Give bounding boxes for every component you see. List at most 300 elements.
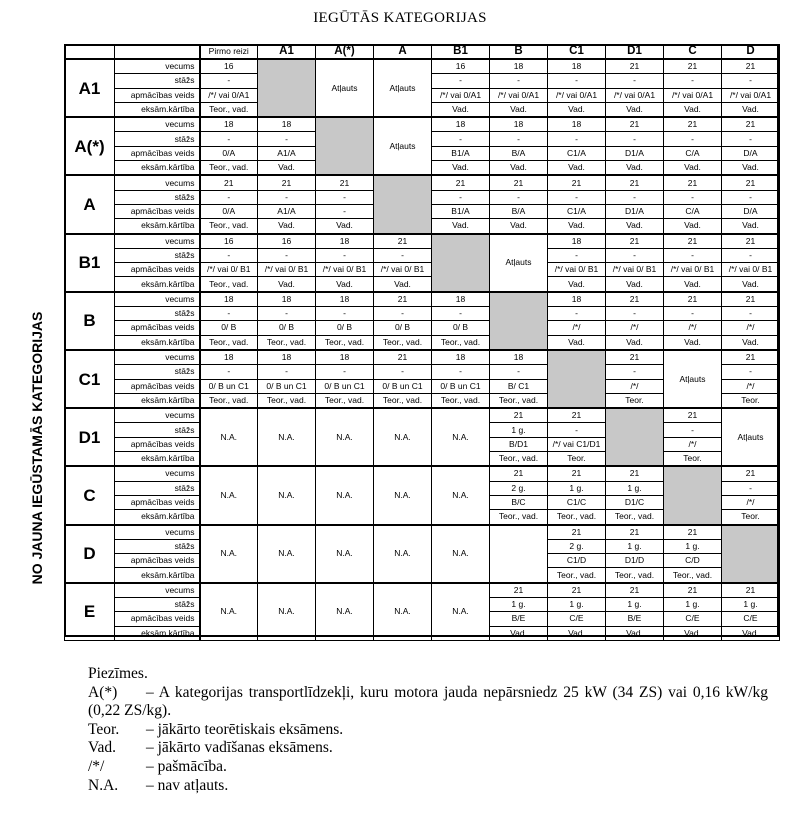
cell-allowed: Atļauts (722, 408, 780, 466)
cell-value: Teor., vad. (200, 335, 258, 350)
row-category: D1 (65, 408, 115, 466)
cell-value: 21 (722, 234, 780, 249)
cell-value: Vad. (664, 161, 722, 176)
cell-value: 1 g. (606, 597, 664, 611)
row-category: C (65, 466, 115, 524)
cell-value: - (432, 365, 490, 379)
cell-value: 18 (258, 292, 316, 307)
row-category: B (65, 292, 115, 350)
cell-value: Vad. (548, 219, 606, 234)
cell-value: 21 (606, 466, 664, 481)
cell-value: B/D1 (490, 437, 548, 451)
cell-value: 18 (432, 292, 490, 307)
cell-value: D1/C (606, 495, 664, 509)
cell-value: - (258, 190, 316, 204)
cell-na: N.A. (316, 583, 374, 641)
cell-value: 16 (200, 234, 258, 249)
cell-value: 21 (548, 175, 606, 190)
cell-value: - (490, 74, 548, 88)
cell-value: Teor., vad. (200, 102, 258, 117)
column-header: Pirmo reizi (200, 45, 258, 60)
cell-value: 21 (606, 59, 664, 74)
cell-value: Vad. (664, 626, 722, 640)
cell-na: N.A. (258, 408, 316, 466)
cell-value: - (548, 248, 606, 262)
row-label: apmācības veids (115, 321, 200, 335)
cell-value: - (664, 307, 722, 321)
cell-value: - (722, 190, 780, 204)
cell-value: - (432, 190, 490, 204)
cell-value: C/E (548, 612, 606, 626)
row-label: apmācības veids (115, 88, 200, 102)
cell-na: N.A. (200, 466, 258, 524)
cell-value: 21 (722, 466, 780, 481)
cell-value: /*/ (664, 437, 722, 451)
cell-value: D1/A (606, 146, 664, 160)
cell-value: 21 (722, 59, 780, 74)
cell-value: - (374, 248, 432, 262)
cell-value: - (490, 365, 548, 379)
cell-value: Teor., vad. (432, 393, 490, 408)
cell-value: 21 (606, 117, 664, 132)
cell-value: D1/D (606, 554, 664, 568)
note-astar-text: – A kategorijas transportlīdzekļi, kuru motora jauda nepārsniedz 25 kW (34 ZS) vai 0,16 kW/kg (0,22 ZS/kg). (88, 683, 768, 720)
cell-value: Teor., vad. (258, 335, 316, 350)
cell-value: 21 (664, 175, 722, 190)
row-label: stāžs (115, 365, 200, 379)
cell-value: B/C (490, 495, 548, 509)
row-label: eksām.kārtība (115, 219, 200, 234)
cell-value: 18 (432, 117, 490, 132)
note-item (88, 739, 768, 758)
column-header: A1 (258, 45, 316, 60)
cell-value: C/D (664, 554, 722, 568)
note-text: – nav atļauts. (146, 776, 229, 794)
cell-na: N.A. (258, 525, 316, 583)
note-text: – pašmācība. (146, 757, 227, 775)
row-label: apmācības veids (115, 612, 200, 626)
row-category: C1 (65, 350, 115, 408)
row-label: stāžs (115, 74, 200, 88)
cell-value: 18 (316, 234, 374, 249)
cell-value: 21 (490, 175, 548, 190)
cell-value: Vad. (316, 219, 374, 234)
cell-value: - (200, 132, 258, 146)
cell-value: 21 (490, 408, 548, 423)
cell-value: - (548, 307, 606, 321)
cell-value: 18 (548, 234, 606, 249)
cell-value: 21 (200, 175, 258, 190)
cell-value: Teor., vad. (200, 219, 258, 234)
cell-value: 21 (722, 117, 780, 132)
cell-value: - (664, 132, 722, 146)
row-label: stāžs (115, 190, 200, 204)
cell-value: Vad. (432, 161, 490, 176)
column-header: C (664, 45, 722, 60)
row-label: stāžs (115, 132, 200, 146)
cell-value: /*/ (722, 321, 780, 335)
cell-value: Vad. (432, 102, 490, 117)
row-label: stāžs (115, 539, 200, 553)
cell-value: - (548, 423, 606, 437)
cell-value: Vad. (606, 335, 664, 350)
cell-value: /*/ vai 0/A1 (432, 88, 490, 102)
cell-value: C1/A (548, 204, 606, 218)
cell-allowed: Atļauts (490, 234, 548, 292)
cell-allowed: Atļauts (316, 59, 374, 117)
cell-value: 21 (722, 292, 780, 307)
cell-value: - (664, 190, 722, 204)
cell-value: 2 g. (548, 539, 606, 553)
cell-value: 21 (606, 525, 664, 540)
cell-value: - (200, 74, 258, 88)
cell-value: /*/ (664, 321, 722, 335)
cell-value: - (722, 74, 780, 88)
cell-value: Teor., vad. (606, 568, 664, 583)
cell-value: Teor., vad. (316, 393, 374, 408)
cell-value: Teor. (548, 452, 606, 467)
cell-value: - (664, 248, 722, 262)
cell-value: Teor., vad. (490, 510, 548, 525)
cell-value: 0/A (200, 146, 258, 160)
cell-value: /*/ vai 0/ B1 (664, 263, 722, 277)
cell-value: - (722, 307, 780, 321)
cell-value: 18 (200, 117, 258, 132)
cell-value: C1/D (548, 554, 606, 568)
cell-value: Teor. (722, 393, 780, 408)
cell-value: - (374, 307, 432, 321)
cell-value: C/E (664, 612, 722, 626)
note-text: – jākārto vadīšanas eksāmens. (146, 739, 333, 757)
row-label: stāžs (115, 597, 200, 611)
cell-value: Vad. (316, 277, 374, 292)
cell-value: Vad. (432, 219, 490, 234)
cell-na: N.A. (200, 583, 258, 641)
cell-value: Vad. (606, 219, 664, 234)
cell-value: 0/ B un C1 (432, 379, 490, 393)
cell-value: Vad. (606, 102, 664, 117)
row-category: E (65, 583, 115, 641)
cell-value: Teor., vad. (432, 335, 490, 350)
cell-value: 1 g. (664, 539, 722, 553)
cell-value: /*/ vai 0/ B1 (722, 263, 780, 277)
row-label: stāžs (115, 307, 200, 321)
cell-value: - (548, 190, 606, 204)
cell-value: Vad. (490, 161, 548, 176)
cell-value: 18 (200, 350, 258, 365)
row-label: stāžs (115, 423, 200, 437)
cell-value: - (606, 365, 664, 379)
cell-value: - (316, 204, 374, 218)
cell-value: Teor., vad. (548, 568, 606, 583)
cell-value: /*/ vai 0/A1 (490, 88, 548, 102)
cell-value: B1/A (432, 204, 490, 218)
row-label: eksām.kārtība (115, 568, 200, 583)
cell-value: 16 (432, 59, 490, 74)
cell-value: 18 (490, 350, 548, 365)
row-label: apmācības veids (115, 495, 200, 509)
cell-value: Vad. (722, 102, 780, 117)
cell-value: Teor., vad. (606, 510, 664, 525)
cell-value: /*/ vai 0/A1 (548, 88, 606, 102)
cell-value: - (316, 248, 374, 262)
cell-value: B/ C1 (490, 379, 548, 393)
cell-allowed: Atļauts (374, 59, 432, 117)
row-label: apmācības veids (115, 379, 200, 393)
note-item (88, 758, 768, 777)
table-frame (64, 44, 779, 637)
row-label: vecums (115, 525, 200, 540)
cell-value: - (432, 132, 490, 146)
row-label: eksām.kārtība (115, 335, 200, 350)
note-astar (88, 684, 768, 721)
note-item (88, 777, 768, 796)
cell-value: - (664, 423, 722, 437)
cell-na: N.A. (374, 408, 432, 466)
cell-value: 18 (548, 292, 606, 307)
cell-value: Vad. (606, 626, 664, 640)
cell-value: - (606, 132, 664, 146)
cell-value: 0/A (200, 204, 258, 218)
note-abbr: N.A. (88, 776, 119, 794)
row-category: A(*) (65, 117, 115, 175)
cell-value: /*/ vai 0/ B1 (316, 263, 374, 277)
cell-value: Teor., vad. (374, 335, 432, 350)
cell-na: N.A. (374, 466, 432, 524)
cell-value: 21 (664, 117, 722, 132)
cell-value: 1 g. (606, 481, 664, 495)
cell-na: N.A. (432, 525, 490, 583)
cell-value: Teor., vad. (490, 452, 548, 467)
cell-value: - (200, 248, 258, 262)
row-label: vecums (115, 292, 200, 307)
cell-value: 2 g. (490, 481, 548, 495)
cell-value: - (200, 307, 258, 321)
cell-value: 21 (606, 234, 664, 249)
cell-value: 1 g. (664, 597, 722, 611)
cell-na: N.A. (432, 466, 490, 524)
cell-value: B1/A (432, 146, 490, 160)
cell-value: 0/ B (432, 321, 490, 335)
row-label: eksām.kārtība (115, 510, 200, 525)
cell-na: N.A. (316, 408, 374, 466)
cell-value: /*/ vai 0/A1 (664, 88, 722, 102)
cell-value: Vad. (548, 102, 606, 117)
cell-value: Teor. (722, 510, 780, 525)
cell-value: /*/ vai C1/D1 (548, 437, 606, 451)
row-label: apmācības veids (115, 204, 200, 218)
cell-value: Teor., vad. (548, 510, 606, 525)
cell-value: /*/ vai 0/ B1 (200, 263, 258, 277)
cell-na: N.A. (316, 466, 374, 524)
row-category: D (65, 525, 115, 583)
cell-value: 21 (722, 583, 780, 598)
cell-value: Vad. (548, 161, 606, 176)
cell-value: C1/A (548, 146, 606, 160)
cell-value: - (606, 190, 664, 204)
cell-value: 0/ B un C1 (316, 379, 374, 393)
cell-value: 21 (548, 583, 606, 598)
cell-value: 21 (606, 175, 664, 190)
cell-value: 21 (606, 583, 664, 598)
cell-value: - (606, 74, 664, 88)
cell-value: Teor., vad. (200, 277, 258, 292)
cell-value: - (722, 248, 780, 262)
cell-value: - (258, 365, 316, 379)
column-header: D (722, 45, 780, 60)
cell-allowed: Atļauts (664, 350, 722, 408)
cell-value: Vad. (606, 277, 664, 292)
row-label: vecums (115, 466, 200, 481)
cell-value: /*/ (722, 495, 780, 509)
cell-value: /*/ vai 0/A1 (200, 88, 258, 102)
cell-na: N.A. (200, 525, 258, 583)
cell-value: 1 g. (722, 597, 780, 611)
cell-value: /*/ (606, 321, 664, 335)
cell-na: N.A. (432, 408, 490, 466)
cell-value: - (432, 307, 490, 321)
cell-value: 0/ B (316, 321, 374, 335)
cell-value: D/A (722, 146, 780, 160)
cell-value: 21 (374, 350, 432, 365)
notes-section (88, 665, 768, 795)
cell-value: C/A (664, 204, 722, 218)
cell-value: 18 (490, 117, 548, 132)
cell-value: - (722, 481, 780, 495)
cell-value: 18 (490, 59, 548, 74)
cell-value: - (606, 307, 664, 321)
cell-value: Vad. (722, 626, 780, 640)
cell-value: 18 (548, 59, 606, 74)
cell-value: 0/ B un C1 (258, 379, 316, 393)
row-category: A (65, 175, 115, 233)
cell-value: /*/ vai 0/ B1 (374, 263, 432, 277)
cell-value: Teor., vad. (316, 335, 374, 350)
cell-na: N.A. (316, 525, 374, 583)
cell-value: /*/ (606, 379, 664, 393)
cell-value: /*/ vai 0/ B1 (548, 263, 606, 277)
cell-value: 0/ B (200, 321, 258, 335)
cell-value: - (200, 190, 258, 204)
cell-value: 0/ B (258, 321, 316, 335)
cell-value: Vad. (374, 277, 432, 292)
cell-value: 21 (316, 175, 374, 190)
column-header: B (490, 45, 548, 60)
cell-value: 0/ B un C1 (200, 379, 258, 393)
column-header: A(*) (316, 45, 374, 60)
cell-value: /*/ vai 0/A1 (722, 88, 780, 102)
cell-value: C1/C (548, 495, 606, 509)
cell-value: Teor., vad. (374, 393, 432, 408)
cell-value: A1/A (258, 146, 316, 160)
cell-value: 21 (258, 175, 316, 190)
cell-value: B/A (490, 146, 548, 160)
cell-value: 18 (258, 117, 316, 132)
column-header: B1 (432, 45, 490, 60)
row-label: apmācības veids (115, 146, 200, 160)
cell-value: C/E (722, 612, 780, 626)
note-abbr: Vad. (88, 739, 116, 757)
row-label: vecums (115, 583, 200, 598)
cell-value: - (664, 74, 722, 88)
cell-value: 21 (664, 408, 722, 423)
column-header: A (374, 45, 432, 60)
row-label: eksām.kārtība (115, 102, 200, 117)
cell-value: 21 (606, 292, 664, 307)
cell-value: 21 (548, 525, 606, 540)
cell-value: Vad. (722, 335, 780, 350)
cell-value: 18 (258, 350, 316, 365)
cell-value: Teor. (606, 393, 664, 408)
cell-value: 1 g. (548, 481, 606, 495)
cell-value: - (548, 74, 606, 88)
note-item (88, 721, 768, 740)
cell-value: 1 g. (490, 597, 548, 611)
cell-value: 21 (548, 408, 606, 423)
cell-value: 21 (490, 466, 548, 481)
cell-value: 16 (258, 234, 316, 249)
cell-value: Vad. (490, 102, 548, 117)
row-label: vecums (115, 59, 200, 74)
row-label: apmācības veids (115, 554, 200, 568)
row-label: vecums (115, 234, 200, 249)
cell-value: 21 (374, 234, 432, 249)
cell-value: Vad. (664, 219, 722, 234)
cell-value: Vad. (548, 626, 606, 640)
cell-na: N.A. (200, 408, 258, 466)
cell-na: N.A. (258, 466, 316, 524)
cell-value: B/A (490, 204, 548, 218)
cell-value: - (722, 365, 780, 379)
cell-value: 21 (548, 466, 606, 481)
row-category: A1 (65, 59, 115, 117)
cell-value: 0/ B un C1 (374, 379, 432, 393)
cell-value: Vad. (490, 626, 548, 640)
cell-value: /*/ vai 0/ B1 (606, 263, 664, 277)
cell-value: 21 (722, 350, 780, 365)
cell-value: - (606, 248, 664, 262)
cell-value: Teor. (664, 452, 722, 467)
cell-value: - (548, 132, 606, 146)
row-category: B1 (65, 234, 115, 292)
cell-value: Vad. (606, 161, 664, 176)
note-abbr: Teor. (88, 720, 120, 738)
row-label: vecums (115, 408, 200, 423)
cell-value: 1 g. (606, 539, 664, 553)
side-axis-label: NO JAUNA IEGŪSTAMĀS KATEGORIJAS (29, 311, 45, 585)
cell-value: B/E (606, 612, 664, 626)
row-label: apmācības veids (115, 263, 200, 277)
cell-value: 21 (664, 583, 722, 598)
cell-value: - (316, 307, 374, 321)
cell-value: - (200, 365, 258, 379)
cell-value: - (374, 365, 432, 379)
cell-value: 21 (722, 175, 780, 190)
cell-value: /*/ (722, 379, 780, 393)
cell-value: - (258, 132, 316, 146)
cell-value: Vad. (722, 277, 780, 292)
cell-value: Vad. (722, 219, 780, 234)
cell-value: 21 (664, 525, 722, 540)
cell-value: - (316, 365, 374, 379)
cell-value: Vad. (258, 277, 316, 292)
cell-value: 1 g. (548, 597, 606, 611)
document-title: IEGŪTĀS KATEGORIJAS (313, 10, 487, 26)
row-label: eksām.kārtība (115, 393, 200, 408)
cell-value: - (432, 74, 490, 88)
cell-na: N.A. (258, 583, 316, 641)
cell-value: Vad. (664, 277, 722, 292)
